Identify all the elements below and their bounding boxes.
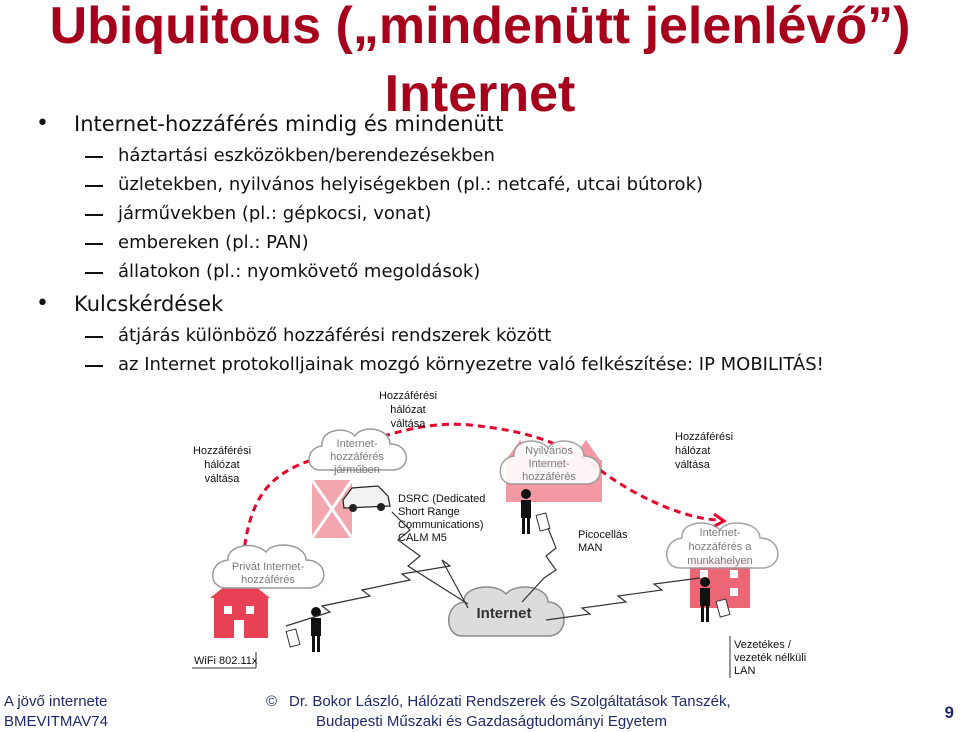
svg-text:Communications): Communications)	[398, 519, 484, 531]
sub-bullet-item: embereken (pl.: PAN)	[118, 232, 309, 253]
slide-title-line2: Internet	[384, 65, 576, 123]
svg-text:hálózat: hálózat	[204, 459, 240, 471]
svg-text:Internet-: Internet-	[528, 458, 570, 470]
svg-text:hálózat: hálózat	[675, 445, 711, 457]
person-icon	[521, 489, 531, 534]
sub-bullet-item: átjárás különböző hozzáférési rendszerek között	[118, 325, 552, 346]
sub-bullet-item: állatokon (pl.: nyomkövető megoldások)	[118, 261, 481, 282]
dsrc-label	[398, 493, 485, 544]
person-icon	[311, 607, 321, 652]
internet-cloud	[449, 587, 564, 636]
svg-text:Vezetékes /: Vezetékes /	[734, 639, 791, 651]
sub-bullet-item: az Internet protokolljainak mozgó környezetre való felkészítése: IP MOBILITÁS!	[118, 354, 824, 375]
svg-text:LAN: LAN	[734, 665, 756, 677]
svg-text:hozzáférés: hozzáférés	[330, 451, 384, 463]
svg-text:Picocellás: Picocellás	[578, 529, 628, 541]
vehicle-access-cloud	[309, 429, 406, 476]
footer-course-code: BMEVITMAV74	[4, 713, 108, 730]
svg-text:Nyilvános: Nyilvános	[525, 445, 573, 457]
sub-bullet-item: üzletekben, nyilvános helyiségekben (pl.: netcafé, utcai bútorok)	[118, 174, 704, 195]
svg-text:Privát Internet-: Privát Internet-	[231, 561, 305, 573]
switch-label-top	[379, 390, 437, 430]
svg-text:Short Range: Short Range	[398, 506, 460, 518]
svg-text:váltása: váltása	[675, 459, 710, 471]
wired-lan-label	[730, 636, 806, 678]
svg-text:DSRC (Dedicated: DSRC (Dedicated	[398, 493, 486, 505]
wifi-label	[192, 652, 258, 668]
svg-text:Internet: Internet	[476, 605, 532, 622]
footer-copyright: ©	[266, 693, 278, 710]
pda-device-icon	[286, 629, 300, 647]
footer-author: Dr. Bokor László, Hálózati Rendszerek és Szolgáltatások Tanszék,	[289, 693, 731, 710]
private-access-cloud	[213, 545, 324, 588]
svg-text:hálózat: hálózat	[390, 404, 426, 416]
vehicle-building-icon	[312, 480, 352, 538]
bullet-item: • Kulcskérdések	[74, 292, 223, 316]
svg-text:Hozzáférési: Hozzáférési	[192, 445, 252, 457]
svg-text:váltása: váltása	[390, 418, 426, 430]
svg-text:CALM M5: CALM M5	[398, 532, 447, 544]
svg-text:munkahelyen: munkahelyen	[687, 555, 753, 567]
switch-label-left	[193, 445, 251, 485]
svg-text:váltása: váltása	[204, 473, 240, 485]
svg-text:hozzáférés a: hozzáférés a	[688, 541, 752, 553]
svg-text:Hozzáférési: Hozzáférési	[378, 390, 438, 402]
svg-text:Internet-: Internet-	[699, 527, 741, 539]
work-access-cloud	[667, 523, 778, 568]
bullet-item: • Internet-hozzáférés mindig és mindenütt	[74, 112, 503, 136]
svg-text:hozzáférés: hozzáférés	[522, 471, 576, 483]
svg-text:Internet-: Internet-	[336, 438, 378, 450]
footer-course-title: A jövő internete	[4, 693, 108, 710]
svg-text:járműben: járműben	[334, 464, 380, 476]
mobility-diagram	[0, 380, 960, 680]
person-icon	[700, 577, 710, 622]
car-icon	[343, 486, 390, 512]
svg-text:MAN: MAN	[578, 542, 603, 554]
svg-text:Hozzáférési: Hozzáférési	[675, 431, 734, 443]
page-number: 9	[944, 703, 954, 722]
sub-bullet-item: járművekben (pl.: gépkocsi, vonat)	[118, 203, 432, 224]
svg-text:hozzáférés: hozzáférés	[241, 574, 295, 586]
slide-title-line1: Ubiquitous („mindenütt jelenlévő”)	[49, 0, 911, 55]
svg-text:WiFi 802.11x: WiFi 802.11x	[194, 655, 258, 667]
picocell-label	[578, 529, 628, 554]
switch-label-right	[675, 431, 733, 471]
svg-text:vezeték nélküli: vezeték nélküli	[734, 652, 807, 664]
sub-bullet-item: háztartási eszközökben/berendezésekben	[118, 145, 495, 166]
footer-institution: Budapesti Műszaki és Gazdaságtudományi Egyetem	[316, 713, 668, 730]
